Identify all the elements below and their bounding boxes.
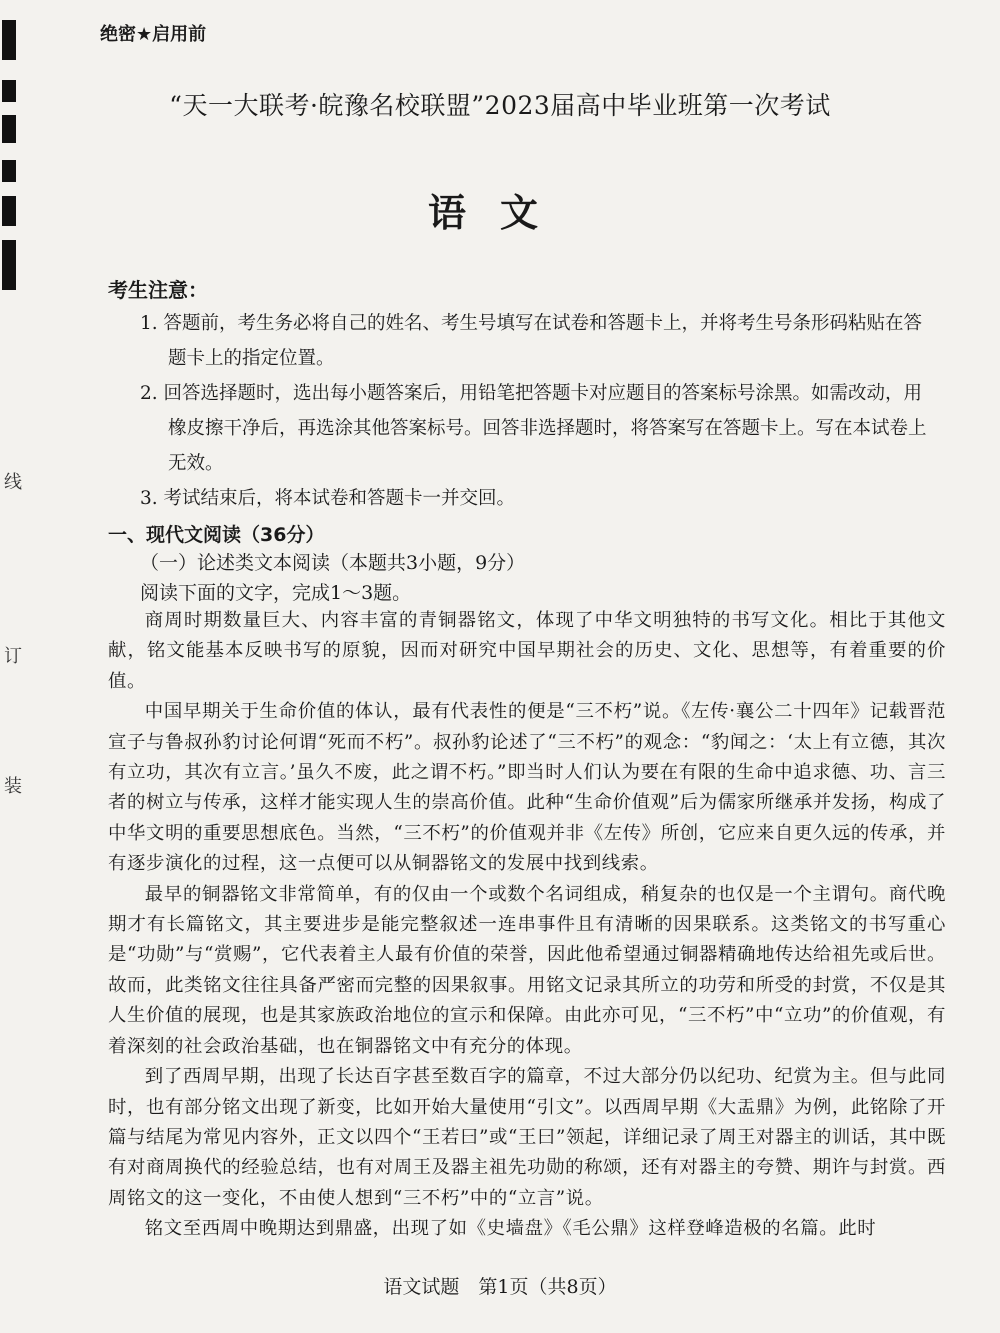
notice-item: 1. 答题前，考生务必将自己的姓名、考生号填写在试卷和答题卡上，并将考生号条形码粘贴在答题卡上的指定位置。 [140,313,923,369]
passage-paragraph: 中国早期关于生命价值的体认，最有代表性的便是“三不朽”说。《左传·襄公二十四年》记载晋范宣子与鲁叔孙豹讨论何谓“死而不朽”。叔孙豹论述了“三不朽”的观念：“豹闻之：‘太上有立德，其次有立功，其次有立言。’虽久不废，此之谓不朽。”即当时人们认为要在有限的生命中追求德、功、言三者的树立与传承，这样才能实现人生的崇高价值。此种“生命价值观”后为儒家所继承并发扬，构成了中华文明的重要思想底色。当然，“三不朽”的价值观并非《左传》所创，它应来自更久远的传承，并有逐步演化的过程，这一点便可以从铜器铭文的发展中找到线索。 [108,701,946,875]
secret-label: 绝密★启用前 [100,24,207,45]
exam-title: “天一大联考·皖豫名校联盟”2023届高中毕业班第一次考试 [169,91,831,120]
notice-heading: 考生注意： [108,278,208,302]
binding-mark-line: 线 [4,472,22,493]
passage-paragraph: 到了西周早期，出现了长达百字甚至数百字的篇章，不过大部分仍以纪功、纪赏为主。但与此同时，也有部分铭文出现了新变，比如开始大量使用“引文”。以西周早期《大盂鼎》为例，此铭除了开篇与结尾为常见内容外，正文以四个“王若曰”或“王曰”领起，详细记录了周王对器主的训话，其中既有对商周换代的经验总结，也有对周王及器主祖先功勋的称颂，还有对器主的夸赞、期许与封赏。西周铭文的这一变化，不由使人想到“三不朽”中的“立言”说。 [108,1066,946,1209]
binding-mark-order: 订 [4,646,22,667]
page-footer: 语文试题 第1页（共8页） [383,1276,617,1298]
reading-instruction: 阅读下面的文字，完成1～3题。 [140,582,412,604]
passage-paragraph: 铭文至西周中晚期达到鼎盛，出现了如《史墙盘》《毛公鼎》这样登峰造极的名篇。此时 [144,1218,877,1240]
reading-passage [108,606,946,1245]
passage-paragraph: 商周时期数量巨大、内容丰富的青铜器铭文，体现了中华文明独特的书写文化。相比于其他文献，铭文能基本反映书写的原貌，因而对研究中国早期社会的历史、文化、思想等，有着重要的价值。 [108,610,946,692]
passage-paragraph: 最早的铜器铭文非常简单，有的仅由一个或数个名词组成，稍复杂的也仅是一个主谓句。商代晚期才有长篇铭文，其主要进步是能完整叙述一连串事件且有清晰的因果联系。这类铭文的书写重心是“功勋”与“赏赐”，它代表着主人最有价值的荣誉，因此他希望通过铜器精确地传达给祖先或后世。故而，此类铭文往往具备严密而完整的因果叙事。用铭文记录其所立的功劳和所受的封赏，不仅是其人生价值的展现，也是其家族政治地位的宣示和保障。由此亦可见，“三不朽”中“立功”的价值观，有着深刻的社会政治基础，也在铜器铭文中有充分的体现。 [108,883,946,1057]
binding-mark-bind: 装 [4,776,22,797]
notice-item: 2. 回答选择题时，选出每小题答案后，用铅笔把答题卡对应题目的答案标号涂黑。如需改动，用橡皮擦干净后，再选涂其他答案标号。回答非选择题时，将答案写在答题卡上。写在本试卷上无效。 [140,383,927,474]
section-heading: 一、现代文阅读（36分） [108,524,325,546]
notice-list [140,306,940,516]
subject-title: 语文 [427,190,572,235]
notice-item: 3. 考试结束后，将本试卷和答题卡一并交回。 [140,488,516,509]
subsection-heading: （一）论述类文本阅读（本题共3小题，9分） [140,552,526,574]
